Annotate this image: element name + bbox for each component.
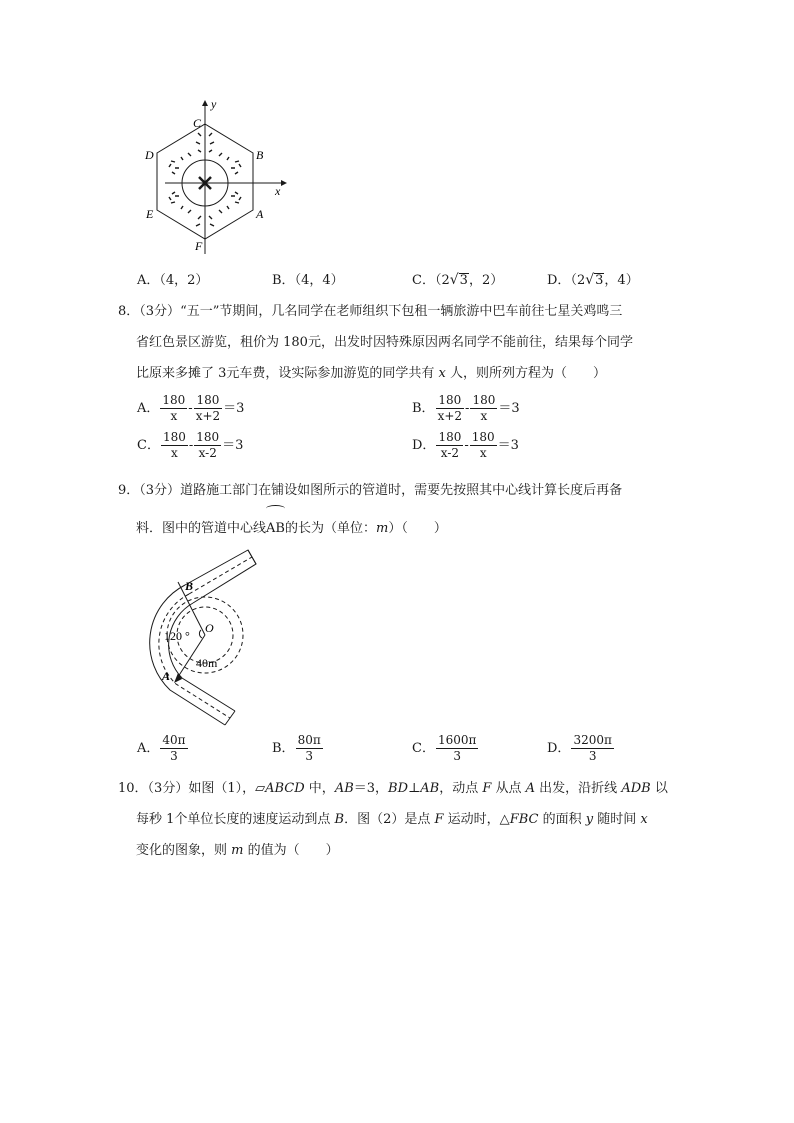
label-x: x [275, 184, 281, 198]
pipe-figure [130, 540, 320, 740]
q7-option-c[interactable]: C．（2√3，2） [412, 272, 504, 288]
q9-option-c[interactable]: C． $\frac{1600\pi}{3}$ [412, 733, 477, 763]
q8-option-a[interactable]: A． $\frac{180}{x}$ - $\frac{180}{x+2}$ ＝3 [137, 393, 245, 423]
q8-option-b[interactable]: B． $\frac{180}{x+2}$ - $\frac{180}{x}$ ＝3 [412, 393, 520, 423]
y-axis-arrow [202, 100, 208, 106]
label-A: A [256, 207, 264, 221]
label-B: B [185, 579, 194, 593]
label-D: D [145, 148, 154, 162]
q9-option-d[interactable]: D． $\frac{3200\pi}{3}$ [547, 733, 612, 763]
arc-ab-label: AB [266, 510, 285, 548]
label-C: C [193, 116, 202, 130]
q7-option-d[interactable]: D．（2√3，4） [547, 272, 639, 288]
q7-option-b[interactable]: B．（4，4） [272, 273, 344, 288]
q9-option-b[interactable]: B． $\frac{80\pi}{3}$ [272, 733, 321, 763]
label-F: F [195, 239, 203, 253]
q8-option-d[interactable]: D． $\frac{180}{x-2}$ - $\frac{180}{x}$ ＝3 [412, 430, 519, 460]
label-O: O [205, 621, 214, 635]
q8-option-c[interactable]: C． $\frac{180}{x}$ - $\frac{180}{x-2}$ ＝3 [137, 430, 244, 460]
x-axis-arrow [281, 180, 287, 186]
hexagon-figure [135, 98, 295, 258]
label-E: E [146, 207, 154, 221]
q7-option-a[interactable]: A．（4，2） [137, 273, 209, 288]
label-y: y [211, 98, 217, 111]
pipe-outer-edge [150, 585, 225, 725]
sqrt-icon: √ [585, 272, 595, 288]
q10-stem: 10．（3分）如图（1），▱ABCD 中，AB＝3，BD⊥AB，动点 F 从点 A 出发，沿折线 ADB 以 每秒 1个单位长度的速度运动到点 B．图（2）是点 F 运动时，△FBC 的面积 y 随时间 x 变化的图象，则 m 的值为（ ） [118, 781, 668, 858]
label-B: B [256, 148, 264, 162]
label-angle: 120 ° [164, 629, 190, 643]
q8-stem: 8．（3分）“五一”节期间，几名同学在老师组织下包租一辆旅游中巴车前往七星关鸡鸣三 省红色景区游览，租价为 180元，出发时因特殊原因两名同学不能前往，结果每个同学 比原来多摊了 3元车费，设实际参加游览的同学共有 x 人，则所列方程为（ ） [118, 304, 633, 381]
label-A: A [162, 669, 171, 683]
q9-stem: 9．（3分）道路施工部门在铺设如图所示的管道时，需要先按照其中心线计算长度后再备 料．图中的管道中心线AB的长为（单位：m）（ ） [118, 472, 678, 548]
sqrt-icon: √ [449, 272, 459, 288]
q9-option-a[interactable]: A． $\frac{40\pi}{3}$ [137, 733, 186, 763]
label-radius: 40m [196, 656, 218, 670]
